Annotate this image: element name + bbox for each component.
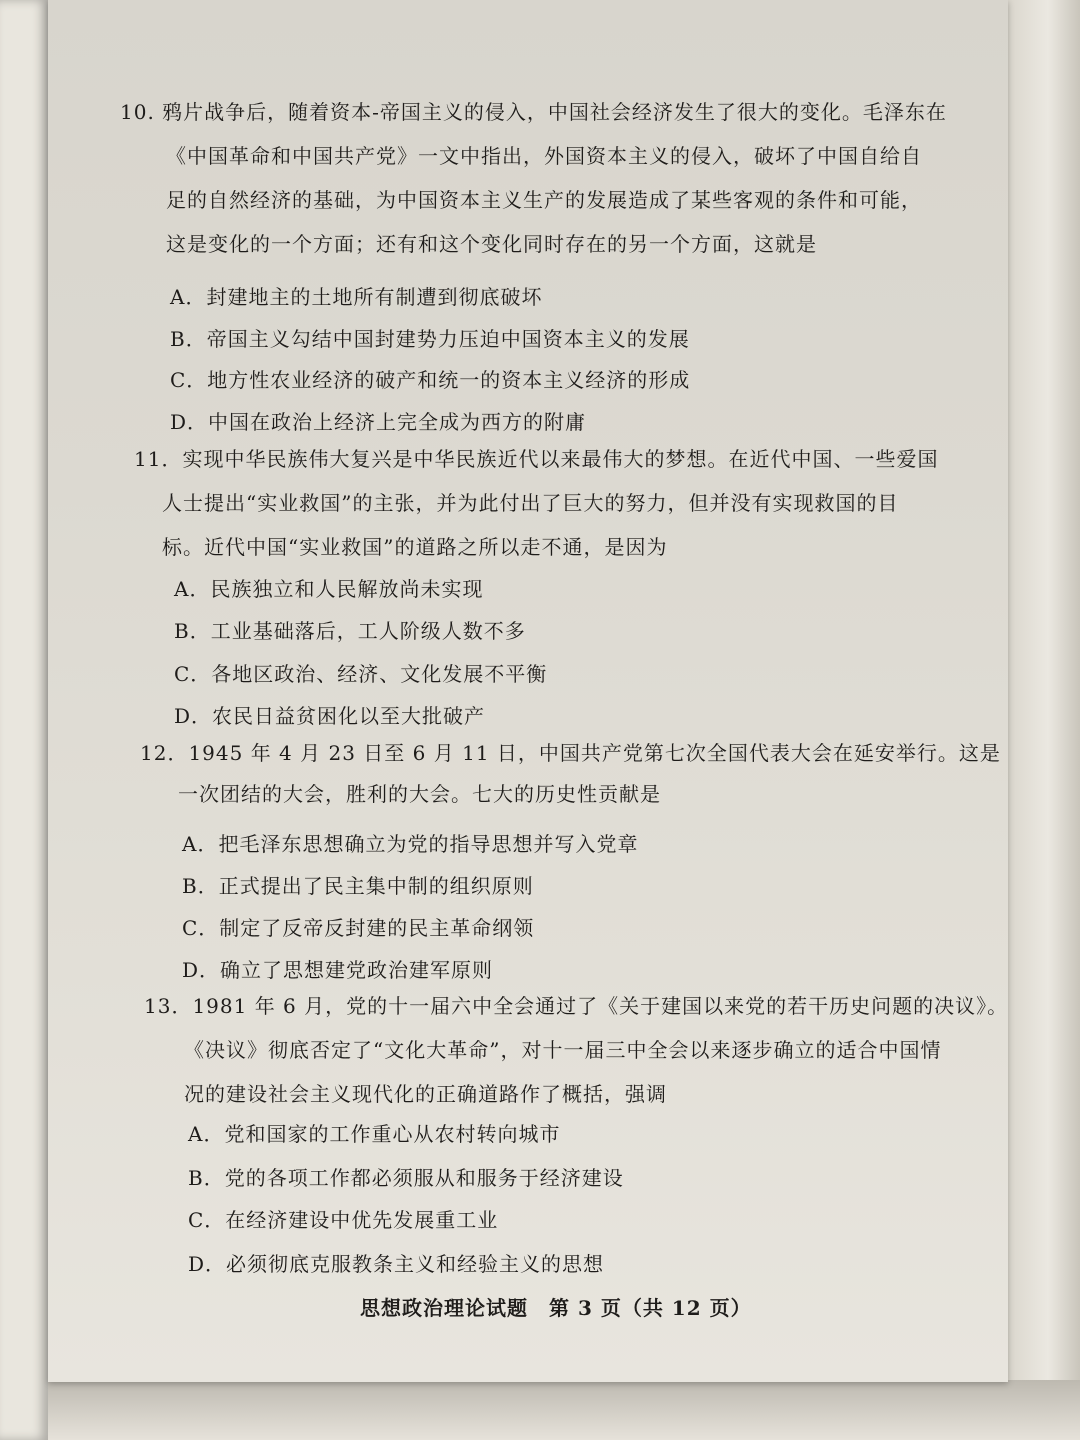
question-stem-line: 况的建设社会主义现代化的正确道路作了概括，强调 (184, 1082, 667, 1106)
option-b: B．正式提出了民主集中制的组织原则 (182, 874, 534, 898)
option-d: D．确立了思想建党政治建军原则 (182, 958, 494, 982)
option-b: B．帝国主义勾结中国封建势力压迫中国资本主义的发展 (170, 327, 690, 351)
page-footer: 思想政治理论试题 第 3 页（共 12 页） (360, 1296, 752, 1320)
option-a: A．民族独立和人民解放尚未实现 (174, 577, 484, 601)
option-c: C．在经济建设中优先发展重工业 (188, 1208, 499, 1232)
option-a: A．封建地主的土地所有制遭到彻底破坏 (170, 285, 543, 309)
question-stem-line: 标。近代中国“实业救国”的道路之所以走不通，是因为 (162, 535, 668, 559)
option-b: B．工业基础落后，工人阶级人数不多 (174, 619, 526, 643)
exam-content (48, 0, 1008, 1382)
question-stem-line: 这是变化的一个方面；还有和这个变化同时存在的另一个方面，这就是 (166, 232, 817, 256)
option-b: B．党的各项工作都必须服从和服务于经济建设 (188, 1166, 624, 1190)
option-d: D．农民日益贫困化以至大批破产 (174, 704, 486, 728)
question-stem-line: 一次团结的大会，胜利的大会。七大的历史性贡献是 (178, 782, 661, 806)
underlying-page-right-edge (1000, 0, 1080, 1440)
option-a: A．党和国家的工作重心从农村转向城市 (188, 1122, 561, 1146)
question-stem-line: 12．1945 年 4 月 23 日至 6 月 11 日，中国共产党第七次全国代表大会在延安举行。这是 (140, 741, 1001, 765)
underlying-page-bottom-edge (48, 1380, 1080, 1440)
question-stem-line: 《决议》彻底否定了“文化大革命”，对十一届三中全会以来逐步确立的适合中国情 (184, 1038, 942, 1062)
question-stem-line: 13．1981 年 6 月，党的十一届六中全会通过了《关于建国以来党的若干历史问题的决议》。 (144, 994, 1009, 1018)
underlying-page-left-edge (0, 0, 48, 1440)
option-d: D．中国在政治上经济上完全成为西方的附庸 (170, 410, 587, 434)
question-stem-line: 《中国革命和中国共产党》一文中指出，外国资本主义的侵入，破坏了中国自给自 (166, 144, 922, 168)
exam-page (48, 0, 1008, 1382)
option-a: A．把毛泽东思想确立为党的指导思想并写入党章 (182, 832, 639, 856)
question-stem-line: 人士提出“实业救国”的主张，并为此付出了巨大的努力，但并没有实现救国的目 (162, 491, 899, 515)
question-stem-line: 11．实现中华民族伟大复兴是中华民族近代以来最伟大的梦想。在近代中国、一些爱国 (134, 447, 939, 471)
option-c: C．制定了反帝反封建的民主革命纲领 (182, 916, 535, 940)
option-c: C．各地区政治、经济、文化发展不平衡 (174, 662, 548, 686)
option-c: C．地方性农业经济的破产和统一的资本主义经济的形成 (170, 368, 691, 392)
question-stem-line: 10. 鸦片战争后，随着资本-帝国主义的侵入，中国社会经济发生了很大的变化。毛泽东在 (120, 100, 947, 124)
question-stem-line: 足的自然经济的基础，为中国资本主义生产的发展造成了某些客观的条件和可能， (166, 188, 922, 212)
option-d: D．必须彻底克服教条主义和经验主义的思想 (188, 1252, 605, 1276)
